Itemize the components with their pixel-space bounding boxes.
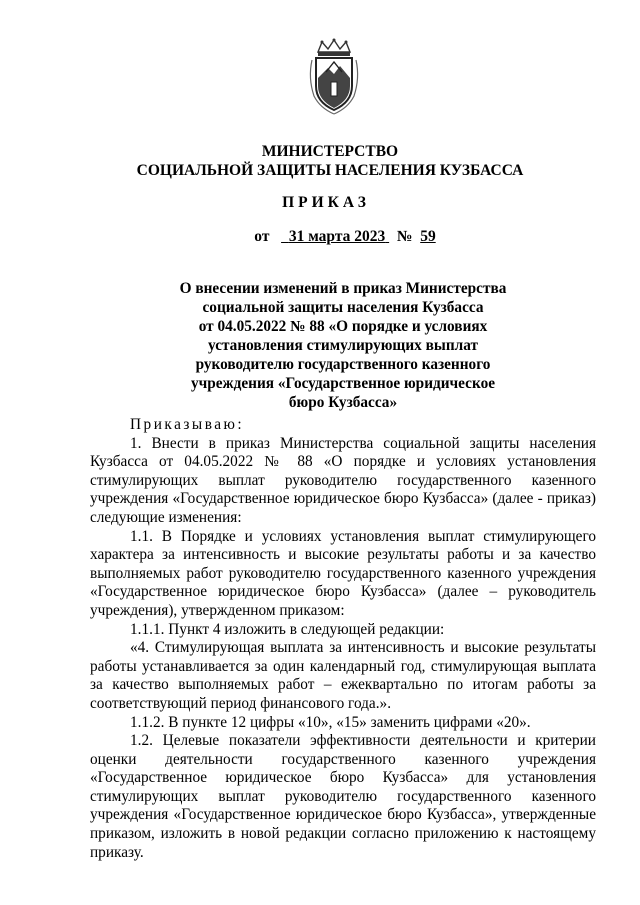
order-date: 31 марта 2023	[288, 228, 386, 245]
number-sign: №	[396, 228, 413, 245]
ministry-line-2: СОЦИАЛЬНОЙ ЗАЩИТЫ НАСЕЛЕНИЯ КУЗБАССА	[136, 162, 524, 179]
body-paragraph: 1.1. В Порядке и условиях установления выплат стимулирующего характера за интенсивность и высокие результаты работы и за качество выполняемых работ руководителю государственного казенного учреждения «Государственное юридическое бюро Кузбасса» (далее – руководитель учреждения), утвержденном приказом:	[90, 527, 596, 619]
ministry-line-1: МИНИСТЕРСТВО	[261, 143, 399, 160]
document-body	[90, 416, 596, 862]
title-line: учреждения «Государственное юридическое	[190, 375, 496, 392]
date-number-line	[0, 228, 640, 246]
document-title	[150, 279, 536, 412]
title-line: бюро Кузбасса»	[288, 394, 398, 411]
title-line: О внесении изменений в приказ Министерства	[179, 280, 507, 297]
document-type: ПРИКАЗ	[282, 194, 370, 211]
body-paragraph: «4. Стимулирующая выплата за интенсивность и высокие результаты работы устанавливается за один календарный год, стимулирующая выплата за качество выполняемых работ – ежеквартально по итогам работы за соответствующий период финансового года.».	[90, 639, 596, 712]
coat-of-arms-icon	[304, 38, 364, 118]
body-paragraph: 1. Внести в приказ Министерства социальной защиты населения Кузбасса от 04.05.2022 № 88 «О порядке и условиях установления стимулирующих выплат руководителю государственного казенного учреждения «Государственное юридическое бюро Кузбасса» (далее - приказ) следующие изменения:	[90, 434, 596, 526]
body-paragraph: 1.1.1. Пункт 4 изложить в следующей редакции:	[130, 620, 445, 638]
body-paragraph: 1.1.2. В пункте 12 цифры «10», «15» заменить цифрами «20».	[130, 713, 531, 731]
ministry-name	[0, 142, 640, 180]
title-line: социальной защиты населения Кузбасса	[202, 299, 484, 316]
order-number: 59	[420, 228, 436, 245]
title-line: установления стимулирующих выплат	[208, 337, 478, 354]
date-prefix: от	[254, 228, 270, 245]
order-directive: Приказываю:	[130, 416, 245, 433]
title-line: от 04.05.2022 № 88 «О порядке и условиях	[198, 318, 488, 335]
title-line: руководителю государственного казенного	[195, 356, 491, 373]
body-paragraph: 1.2. Целевые показатели эффективности деятельности и критерии оценки деятельности государственного казенного учреждения «Государственное юридическое бюро Кузбасса» для установления стимулирующих выплат руководителю государственного казенного учреждения «Государственное юридическое бюро Кузбасса», утвержденные приказом, изложить в новой редакции согласно приложению к настоящему приказу.	[90, 732, 596, 861]
